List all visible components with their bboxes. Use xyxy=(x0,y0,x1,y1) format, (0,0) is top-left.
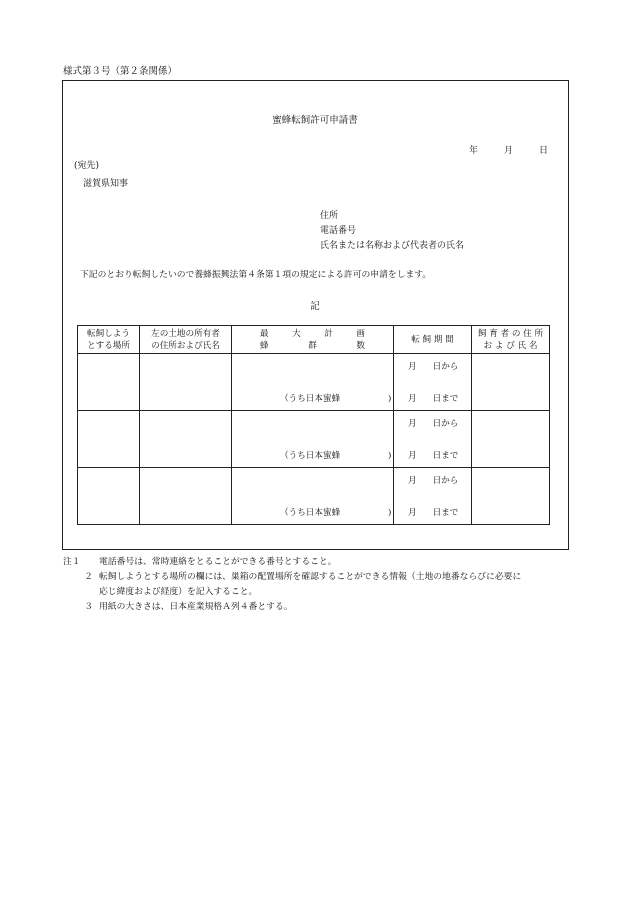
table-row xyxy=(78,354,550,411)
header-keeper xyxy=(472,326,550,354)
notes-heading: 注１ xyxy=(63,557,81,567)
period-to-day: 日まで xyxy=(432,394,459,405)
applicant-phone-label: 電話番号 xyxy=(320,226,357,236)
period-from-day: 日から xyxy=(432,362,459,372)
cell-max-colonies xyxy=(232,411,394,468)
form-number: 様式第３号（第２条関係） xyxy=(63,66,178,77)
header-period: 転 飼 期 間 xyxy=(394,326,472,354)
japanese-bee-note: （うち日本蜜蜂 xyxy=(280,394,341,405)
application-statement: 下記のとおり転飼したいので養蜂振興法第４条第１項の規定による許可の申請をします。 xyxy=(80,270,432,280)
period-to-day: 日まで xyxy=(432,451,459,462)
period-to-day: 日まで xyxy=(432,508,459,519)
cell-period xyxy=(394,468,472,525)
japanese-bee-note: （うち日本蜜蜂 xyxy=(280,451,341,462)
period-to-month: 月 xyxy=(408,508,417,519)
japanese-bee-note: （うち日本蜜蜂 xyxy=(280,508,341,519)
note-label: ２ xyxy=(84,572,93,582)
note-item xyxy=(63,585,583,600)
period-from-day: 日から xyxy=(432,419,459,429)
cell-period xyxy=(394,354,472,411)
header-max-line1: 最大計画 xyxy=(260,328,365,339)
table-row xyxy=(78,468,550,525)
addressee: 滋賀県知事 xyxy=(83,179,129,189)
header-keeper-line2: お よ び 氏 名 xyxy=(483,340,538,351)
period-from-month: 月 xyxy=(408,476,417,486)
note-text: 用紙の大きさは、日本産業規格Ａ列４番とする。 xyxy=(99,602,293,612)
note-text: 応じ緯度および経度）を記入すること。 xyxy=(99,587,258,597)
cell-max-colonies xyxy=(232,468,394,525)
table-header-row xyxy=(78,326,550,354)
japanese-bee-close: ) xyxy=(388,451,392,462)
transfer-table xyxy=(77,325,550,525)
date-year: 年 xyxy=(468,146,478,156)
table-row xyxy=(78,411,550,468)
applicant-block xyxy=(320,209,464,254)
japanese-bee-close: ) xyxy=(388,394,392,405)
header-place-line1: 転飼しよう xyxy=(87,328,130,339)
header-place xyxy=(78,326,140,354)
applicant-name-label: 氏名または名称および代表者の氏名 xyxy=(320,241,465,251)
applicant-address-label: 住所 xyxy=(320,211,339,221)
period-from-day: 日から xyxy=(432,476,459,486)
cell-keeper xyxy=(472,354,550,411)
cell-place xyxy=(78,468,140,525)
cell-max-colonies xyxy=(232,354,394,411)
cell-place xyxy=(78,411,140,468)
note-text: 転飼しようとする場所の欄には、巣箱の配置場所を確認することができる情報（土地の地番ならびに必要に xyxy=(99,572,522,582)
addressee-prefix: (宛先) xyxy=(74,161,100,171)
header-max-line2: 蜂群数 xyxy=(260,340,365,351)
document-title: 蜜蜂転飼許可申請書 xyxy=(272,115,358,126)
cell-owner xyxy=(140,411,232,468)
header-max-colonies xyxy=(232,326,394,354)
period-from-month: 月 xyxy=(408,419,417,429)
note-item xyxy=(63,600,583,615)
cell-period xyxy=(394,411,472,468)
japanese-bee-close: ) xyxy=(388,508,392,519)
note-item xyxy=(63,555,583,570)
date-month: 月 xyxy=(503,146,513,156)
ki-heading: 記 xyxy=(310,301,320,312)
note-item xyxy=(63,570,583,585)
header-keeper-line1: 飼 育 者 の 住 所 xyxy=(477,328,544,339)
cell-owner xyxy=(140,354,232,411)
header-owner xyxy=(140,326,232,354)
notes xyxy=(63,555,583,615)
cell-owner xyxy=(140,468,232,525)
period-to-month: 月 xyxy=(408,394,417,405)
cell-keeper xyxy=(472,411,550,468)
header-place-line2: とする場所 xyxy=(87,340,130,351)
cell-keeper xyxy=(472,468,550,525)
header-owner-line1: 左の土地の所有者 xyxy=(151,328,220,339)
cell-place xyxy=(78,354,140,411)
header-owner-line2: の住所および氏名 xyxy=(151,340,220,351)
note-label: ３ xyxy=(84,602,93,612)
note-text: 電話番号は、常時連絡をとることができる番号とすること。 xyxy=(99,557,337,567)
period-from-month: 月 xyxy=(408,362,417,372)
date-line xyxy=(469,147,548,156)
date-day: 日 xyxy=(538,146,548,156)
period-to-month: 月 xyxy=(408,451,417,462)
